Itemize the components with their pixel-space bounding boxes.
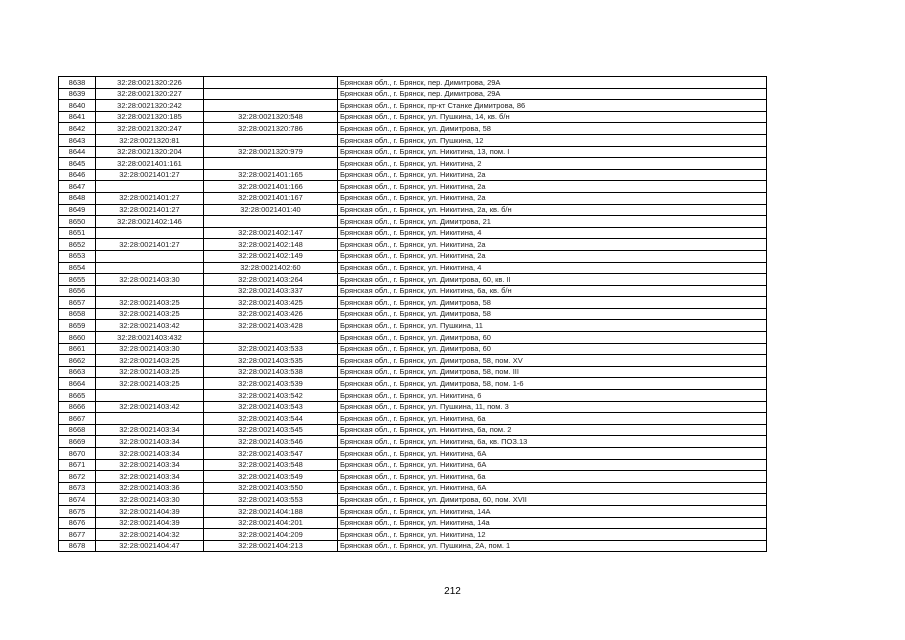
object-cadastral-number-cell	[204, 88, 338, 100]
object-cadastral-number-cell: 32:28:0021403:533	[204, 343, 338, 355]
table-row	[59, 355, 767, 367]
cadastral-number-cell: 32:28:0021403:25	[96, 378, 204, 390]
address-cell: Брянская обл., г. Брянск, ул. Димитрова, 58, пом. III	[338, 366, 767, 378]
cadastral-number-cell: 32:28:0021403:25	[96, 308, 204, 320]
address-cell: Брянская обл., г. Брянск, ул. Димитрова, 58	[338, 308, 767, 320]
cadastral-number-cell: 32:28:0021403:34	[96, 424, 204, 436]
table-row	[59, 378, 767, 390]
cadastral-number-cell: 32:28:0021403:34	[96, 436, 204, 448]
row-number-cell: 8666	[59, 401, 96, 413]
table-row	[59, 320, 767, 332]
address-cell: Брянская обл., г. Брянск, пр-кт Станке Димитрова, 86	[338, 100, 767, 112]
cadastral-number-cell	[96, 227, 204, 239]
cadastral-number-cell: 32:28:0021403:25	[96, 366, 204, 378]
cadastral-number-cell: 32:28:0021403:34	[96, 471, 204, 483]
address-cell: Брянская обл., г. Брянск, ул. Димитрова, 60	[338, 343, 767, 355]
object-cadastral-number-cell	[204, 134, 338, 146]
address-cell: Брянская обл., г. Брянск, ул. Никитина, 14А	[338, 505, 767, 517]
row-number-cell: 8663	[59, 366, 96, 378]
row-number-cell: 8647	[59, 181, 96, 193]
object-cadastral-number-cell: 32:28:0021402:147	[204, 227, 338, 239]
cadastral-number-cell: 32:28:0021404:32	[96, 529, 204, 541]
row-number-cell: 8665	[59, 390, 96, 402]
address-cell: Брянская обл., г. Брянск, ул. Димитрова, 60, кв. II	[338, 274, 767, 286]
object-cadastral-number-cell: 32:28:0021402:148	[204, 239, 338, 251]
table-row	[59, 505, 767, 517]
address-cell: Брянская обл., г. Брянск, ул. Никитина, 2а, кв. б/н	[338, 204, 767, 216]
page-number: 212	[444, 586, 461, 597]
cadastral-number-cell: 32:28:0021403:25	[96, 297, 204, 309]
address-cell: Брянская обл., г. Брянск, ул. Никитина, 2а	[338, 250, 767, 262]
row-number-cell: 8646	[59, 169, 96, 181]
object-cadastral-number-cell	[204, 216, 338, 228]
cadastral-number-cell: 32:28:0021401:27	[96, 169, 204, 181]
address-cell: Брянская обл., г. Брянск, пер. Димитрова, 29А	[338, 77, 767, 89]
cadastral-number-cell: 32:28:0021404:47	[96, 540, 204, 552]
row-number-cell: 8639	[59, 88, 96, 100]
address-cell: Брянская обл., г. Брянск, ул. Никитина, 2	[338, 158, 767, 170]
table-row	[59, 134, 767, 146]
cadastral-number-cell	[96, 262, 204, 274]
object-cadastral-number-cell: 32:28:0021320:979	[204, 146, 338, 158]
address-cell: Брянская обл., г. Брянск, ул. Никитина, 6А	[338, 459, 767, 471]
cadastral-number-cell: 32:28:0021320:242	[96, 100, 204, 112]
table-row	[59, 471, 767, 483]
object-cadastral-number-cell	[204, 77, 338, 89]
row-number-cell: 8668	[59, 424, 96, 436]
cadastral-number-cell: 32:28:0021403:25	[96, 355, 204, 367]
cadastral-number-cell: 32:28:0021402:146	[96, 216, 204, 228]
address-cell: Брянская обл., г. Брянск, ул. Никитина, 6А	[338, 448, 767, 460]
address-cell: Брянская обл., г. Брянск, ул. Пушкина, 12	[338, 134, 767, 146]
table-row	[59, 540, 767, 552]
object-cadastral-number-cell: 32:28:0021401:167	[204, 192, 338, 204]
row-number-cell: 8664	[59, 378, 96, 390]
row-number-cell: 8654	[59, 262, 96, 274]
cadastral-number-cell: 32:28:0021404:39	[96, 517, 204, 529]
table-row	[59, 308, 767, 320]
table-row	[59, 482, 767, 494]
row-number-cell: 8651	[59, 227, 96, 239]
address-cell: Брянская обл., г. Брянск, пер. Димитрова, 29А	[338, 88, 767, 100]
table-row	[59, 390, 767, 402]
object-cadastral-number-cell: 32:28:0021403:535	[204, 355, 338, 367]
row-number-cell: 8650	[59, 216, 96, 228]
row-number-cell: 8644	[59, 146, 96, 158]
row-number-cell: 8640	[59, 100, 96, 112]
object-cadastral-number-cell: 32:28:0021402:149	[204, 250, 338, 262]
address-cell: Брянская обл., г. Брянск, ул. Димитрова, 58	[338, 123, 767, 135]
object-cadastral-number-cell: 32:28:0021403:539	[204, 378, 338, 390]
object-cadastral-number-cell: 32:28:0021401:165	[204, 169, 338, 181]
object-cadastral-number-cell	[204, 332, 338, 344]
row-number-cell: 8674	[59, 494, 96, 506]
object-cadastral-number-cell: 32:28:0021403:428	[204, 320, 338, 332]
row-number-cell: 8662	[59, 355, 96, 367]
address-cell: Брянская обл., г. Брянск, ул. Пушкина, 2А, пом. 1	[338, 540, 767, 552]
address-cell: Брянская обл., г. Брянск, ул. Димитрова, 58, пом. 1-6	[338, 378, 767, 390]
table-row	[59, 494, 767, 506]
cadastral-number-cell	[96, 390, 204, 402]
address-cell: Брянская обл., г. Брянск, ул. Никитина, 6А	[338, 482, 767, 494]
cadastral-number-cell: 32:28:0021403:30	[96, 343, 204, 355]
object-cadastral-number-cell: 32:28:0021403:426	[204, 308, 338, 320]
table-row	[59, 436, 767, 448]
cadastral-number-cell: 32:28:0021320:226	[96, 77, 204, 89]
cadastral-number-cell	[96, 250, 204, 262]
table-row	[59, 459, 767, 471]
table-row	[59, 297, 767, 309]
cadastral-number-cell: 32:28:0021403:432	[96, 332, 204, 344]
table-row	[59, 285, 767, 297]
table-row	[59, 413, 767, 425]
row-number-cell: 8655	[59, 274, 96, 286]
row-number-cell: 8658	[59, 308, 96, 320]
table-row	[59, 204, 767, 216]
address-cell: Брянская обл., г. Брянск, ул. Никитина, 6а	[338, 413, 767, 425]
address-cell: Брянская обл., г. Брянск, ул. Димитрова, 60, пом. XVII	[338, 494, 767, 506]
table-row	[59, 239, 767, 251]
object-cadastral-number-cell: 32:28:0021404:209	[204, 529, 338, 541]
object-cadastral-number-cell: 32:28:0021403:425	[204, 297, 338, 309]
address-cell: Брянская обл., г. Брянск, ул. Димитрова, 58, пом. XV	[338, 355, 767, 367]
row-number-cell: 8675	[59, 505, 96, 517]
address-cell: Брянская обл., г. Брянск, ул. Никитина, 2а	[338, 181, 767, 193]
address-cell: Брянская обл., г. Брянск, ул. Пушкина, 14, кв. б/н	[338, 111, 767, 123]
cadastral-number-cell: 32:28:0021403:42	[96, 401, 204, 413]
table-row	[59, 123, 767, 135]
object-cadastral-number-cell: 32:28:0021401:40	[204, 204, 338, 216]
table-row	[59, 250, 767, 262]
registry-table-body	[59, 77, 767, 552]
address-cell: Брянская обл., г. Брянск, ул. Никитина, 6а	[338, 471, 767, 483]
object-cadastral-number-cell: 32:28:0021403:542	[204, 390, 338, 402]
table-row	[59, 262, 767, 274]
row-number-cell: 8642	[59, 123, 96, 135]
cadastral-number-cell: 32:28:0021403:34	[96, 459, 204, 471]
cadastral-number-cell	[96, 285, 204, 297]
address-cell: Брянская обл., г. Брянск, ул. Пушкина, 11, пом. 3	[338, 401, 767, 413]
cadastral-number-cell	[96, 181, 204, 193]
address-cell: Брянская обл., г. Брянск, ул. Никитина, 2а	[338, 169, 767, 181]
object-cadastral-number-cell: 32:28:0021403:264	[204, 274, 338, 286]
row-number-cell: 8652	[59, 239, 96, 251]
object-cadastral-number-cell: 32:28:0021401:166	[204, 181, 338, 193]
object-cadastral-number-cell: 32:28:0021404:201	[204, 517, 338, 529]
row-number-cell: 8671	[59, 459, 96, 471]
cadastral-number-cell: 32:28:0021401:27	[96, 204, 204, 216]
object-cadastral-number-cell: 32:28:0021404:213	[204, 540, 338, 552]
cadastral-number-cell	[96, 413, 204, 425]
row-number-cell: 8676	[59, 517, 96, 529]
row-number-cell: 8656	[59, 285, 96, 297]
row-number-cell: 8660	[59, 332, 96, 344]
address-cell: Брянская обл., г. Брянск, ул. Никитина, 4	[338, 262, 767, 274]
table-row	[59, 216, 767, 228]
table-row	[59, 111, 767, 123]
cadastral-number-cell: 32:28:0021403:34	[96, 448, 204, 460]
address-cell: Брянская обл., г. Брянск, ул. Никитина, 12	[338, 529, 767, 541]
object-cadastral-number-cell: 32:28:0021403:544	[204, 413, 338, 425]
address-cell: Брянская обл., г. Брянск, ул. Никитина, 14а	[338, 517, 767, 529]
table-row	[59, 100, 767, 112]
cadastral-number-cell: 32:28:0021320:185	[96, 111, 204, 123]
row-number-cell: 8678	[59, 540, 96, 552]
row-number-cell: 8653	[59, 250, 96, 262]
object-cadastral-number-cell: 32:28:0021403:538	[204, 366, 338, 378]
registry-table	[58, 76, 767, 552]
cadastral-number-cell: 32:28:0021401:161	[96, 158, 204, 170]
row-number-cell: 8670	[59, 448, 96, 460]
cadastral-number-cell: 32:28:0021320:227	[96, 88, 204, 100]
cadastral-number-cell: 32:28:0021320:81	[96, 134, 204, 146]
row-number-cell: 8667	[59, 413, 96, 425]
cadastral-number-cell: 32:28:0021403:42	[96, 320, 204, 332]
object-cadastral-number-cell: 32:28:0021403:550	[204, 482, 338, 494]
object-cadastral-number-cell: 32:28:0021403:545	[204, 424, 338, 436]
table-row	[59, 169, 767, 181]
object-cadastral-number-cell: 32:28:0021320:786	[204, 123, 338, 135]
row-number-cell: 8673	[59, 482, 96, 494]
object-cadastral-number-cell: 32:28:0021404:188	[204, 505, 338, 517]
row-number-cell: 8657	[59, 297, 96, 309]
table-row	[59, 88, 767, 100]
row-number-cell: 8648	[59, 192, 96, 204]
row-number-cell: 8638	[59, 77, 96, 89]
address-cell: Брянская обл., г. Брянск, ул. Никитина, 6	[338, 390, 767, 402]
address-cell: Брянская обл., г. Брянск, ул. Пушкина, 11	[338, 320, 767, 332]
cadastral-number-cell: 32:28:0021401:27	[96, 239, 204, 251]
object-cadastral-number-cell: 32:28:0021320:548	[204, 111, 338, 123]
row-number-cell: 8643	[59, 134, 96, 146]
address-cell: Брянская обл., г. Брянск, ул. Димитрова, 60	[338, 332, 767, 344]
object-cadastral-number-cell: 32:28:0021403:337	[204, 285, 338, 297]
address-cell: Брянская обл., г. Брянск, ул. Никитина, 6а, пом. 2	[338, 424, 767, 436]
row-number-cell: 8669	[59, 436, 96, 448]
row-number-cell: 8645	[59, 158, 96, 170]
object-cadastral-number-cell: 32:28:0021403:543	[204, 401, 338, 413]
row-number-cell: 8661	[59, 343, 96, 355]
object-cadastral-number-cell	[204, 158, 338, 170]
object-cadastral-number-cell: 32:28:0021403:547	[204, 448, 338, 460]
address-cell: Брянская обл., г. Брянск, ул. Никитина, 6а, кв. ПОЗ.13	[338, 436, 767, 448]
table-row	[59, 424, 767, 436]
cadastral-number-cell: 32:28:0021404:39	[96, 505, 204, 517]
table-row	[59, 517, 767, 529]
table-row	[59, 274, 767, 286]
cadastral-number-cell: 32:28:0021320:204	[96, 146, 204, 158]
address-cell: Брянская обл., г. Брянск, ул. Никитина, 4	[338, 227, 767, 239]
table-row	[59, 366, 767, 378]
address-cell: Брянская обл., г. Брянск, ул. Димитрова, 58	[338, 297, 767, 309]
address-cell: Брянская обл., г. Брянск, ул. Никитина, 2а	[338, 192, 767, 204]
cadastral-number-cell: 32:28:0021403:30	[96, 274, 204, 286]
address-cell: Брянская обл., г. Брянск, ул. Никитина, 6а, кв. б/н	[338, 285, 767, 297]
table-row	[59, 192, 767, 204]
row-number-cell: 8641	[59, 111, 96, 123]
table-row	[59, 448, 767, 460]
object-cadastral-number-cell: 32:28:0021403:548	[204, 459, 338, 471]
object-cadastral-number-cell: 32:28:0021402:60	[204, 262, 338, 274]
table-row	[59, 332, 767, 344]
table-row	[59, 146, 767, 158]
row-number-cell: 8659	[59, 320, 96, 332]
cadastral-number-cell: 32:28:0021403:30	[96, 494, 204, 506]
object-cadastral-number-cell	[204, 100, 338, 112]
table-row	[59, 343, 767, 355]
table-row	[59, 77, 767, 89]
row-number-cell: 8677	[59, 529, 96, 541]
table-row	[59, 227, 767, 239]
object-cadastral-number-cell: 32:28:0021403:546	[204, 436, 338, 448]
address-cell: Брянская обл., г. Брянск, ул. Никитина, 13, пом. I	[338, 146, 767, 158]
table-row	[59, 181, 767, 193]
object-cadastral-number-cell: 32:28:0021403:553	[204, 494, 338, 506]
object-cadastral-number-cell: 32:28:0021403:549	[204, 471, 338, 483]
cadastral-number-cell: 32:28:0021401:27	[96, 192, 204, 204]
address-cell: Брянская обл., г. Брянск, ул. Димитрова, 21	[338, 216, 767, 228]
row-number-cell: 8672	[59, 471, 96, 483]
table-row	[59, 401, 767, 413]
row-number-cell: 8649	[59, 204, 96, 216]
address-cell: Брянская обл., г. Брянск, ул. Никитина, 2а	[338, 239, 767, 251]
cadastral-number-cell: 32:28:0021320:247	[96, 123, 204, 135]
table-row	[59, 529, 767, 541]
cadastral-number-cell: 32:28:0021403:36	[96, 482, 204, 494]
table-row	[59, 158, 767, 170]
